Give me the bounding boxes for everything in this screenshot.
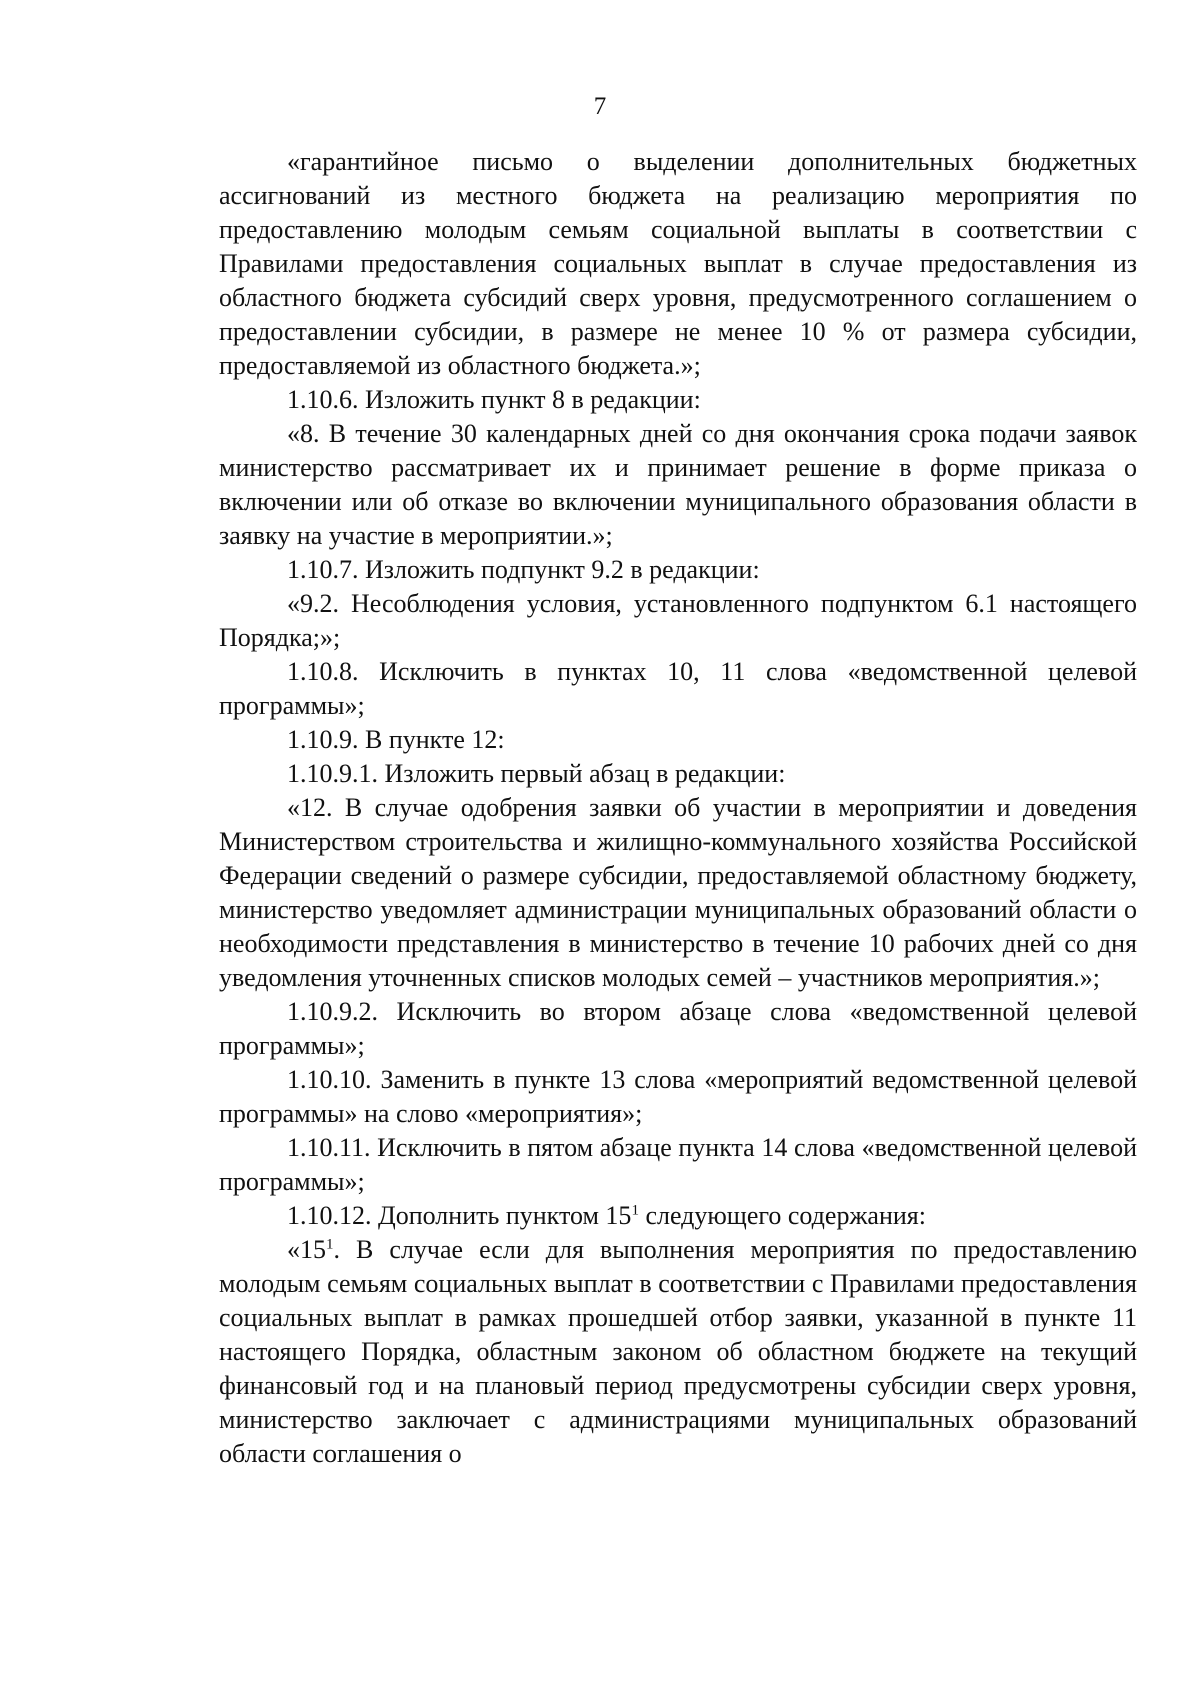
paragraph-1-10-12-before: 1.10.12. Дополнить пунктом 15 xyxy=(287,1201,632,1230)
paragraph-1-10-6: 1.10.6. Изложить пункт 8 в редакции: xyxy=(287,385,701,414)
paragraph-1-10-7: 1.10.7. Изложить подпункт 9.2 в редакции: xyxy=(287,555,760,584)
page-number: 7 xyxy=(593,93,607,120)
superscript-1: 1 xyxy=(326,1236,334,1253)
superscript-1: 1 xyxy=(631,1202,639,1219)
paragraph-1-10-12-after: следующего содержания: xyxy=(638,1201,926,1230)
paragraph-1-10-8: 1.10.8. Исключить в пунктах 10, 11 слова «ведомственной целевой программы»; xyxy=(219,657,1137,720)
paragraph-guarantee-letter: «гарантийное письмо о выделении дополнительных бюджетных ассигнований из местного бюджета на реализацию мероприятия по предоставлению молодым семьям социальной выплаты в соответствии с Правилами предоставления социальных выплат в случае предоставления из областного бюджета субсидий сверх уровня, предусмотренного соглашением о предоставлении субсидии, в размере не менее 10 % от размера субсидии, предоставляемой из областного бюджета.»; xyxy=(219,147,1137,380)
paragraph-item-9-2: «9.2. Несоблюдения условия, установленного подпунктом 6.1 настоящего Порядка;»; xyxy=(219,589,1137,652)
paragraph-item-15-1-after: . В случае если для выполнения мероприятия по предоставлению молодым семьям социальных выплат в соответствии с Правилами предоставления социальных выплат в рамках прошедшей отбор заявки, указанной в пункте 11 настоящего Порядка, областным законом об областном бюджете на текущий финансовый год и на плановый период предусмотрены субсидии сверх уровня, министерство заключает с администрациями муниципальных образований области соглашения о xyxy=(219,1235,1137,1468)
paragraph-1-10-9: 1.10.9. В пункте 12: xyxy=(287,725,505,754)
document-body xyxy=(219,145,1137,1471)
paragraph-item-8: «8. В течение 30 календарных дней со дня окончания срока подачи заявок министерство рассматривает их и принимает решение в форме приказа о включении или об отказе во включении муниципального образования области в заявку на участие в мероприятии.»; xyxy=(219,419,1137,550)
paragraph-item-15-1-before: «15 xyxy=(287,1235,326,1264)
paragraph-1-10-10: 1.10.10. Заменить в пункте 13 слова «мероприятий ведомственной целевой программы» на слово «мероприятия»; xyxy=(219,1065,1137,1128)
paragraph-1-10-9-1: 1.10.9.1. Изложить первый абзац в редакции: xyxy=(287,759,786,788)
paragraph-1-10-9-2: 1.10.9.2. Исключить во втором абзаце слова «ведомственной целевой программы»; xyxy=(219,997,1137,1060)
paragraph-item-15-1 xyxy=(219,1233,1137,1471)
paragraph-1-10-12 xyxy=(219,1199,1137,1233)
paragraph-item-12: «12. В случае одобрения заявки об участии в мероприятии и доведения Министерством строительства и жилищно-коммунального хозяйства Российской Федерации сведений о размере субсидии, предоставляемой областному бюджету, министерство уведомляет администрации муниципальных образований области о необходимости представления в министерство в течение 10 рабочих дней со дня уведомления уточненных списков молодых семей – участников мероприятия.»; xyxy=(219,793,1137,992)
paragraph-1-10-11: 1.10.11. Исключить в пятом абзаце пункта 14 слова «ведомственной целевой программы»; xyxy=(219,1133,1137,1196)
